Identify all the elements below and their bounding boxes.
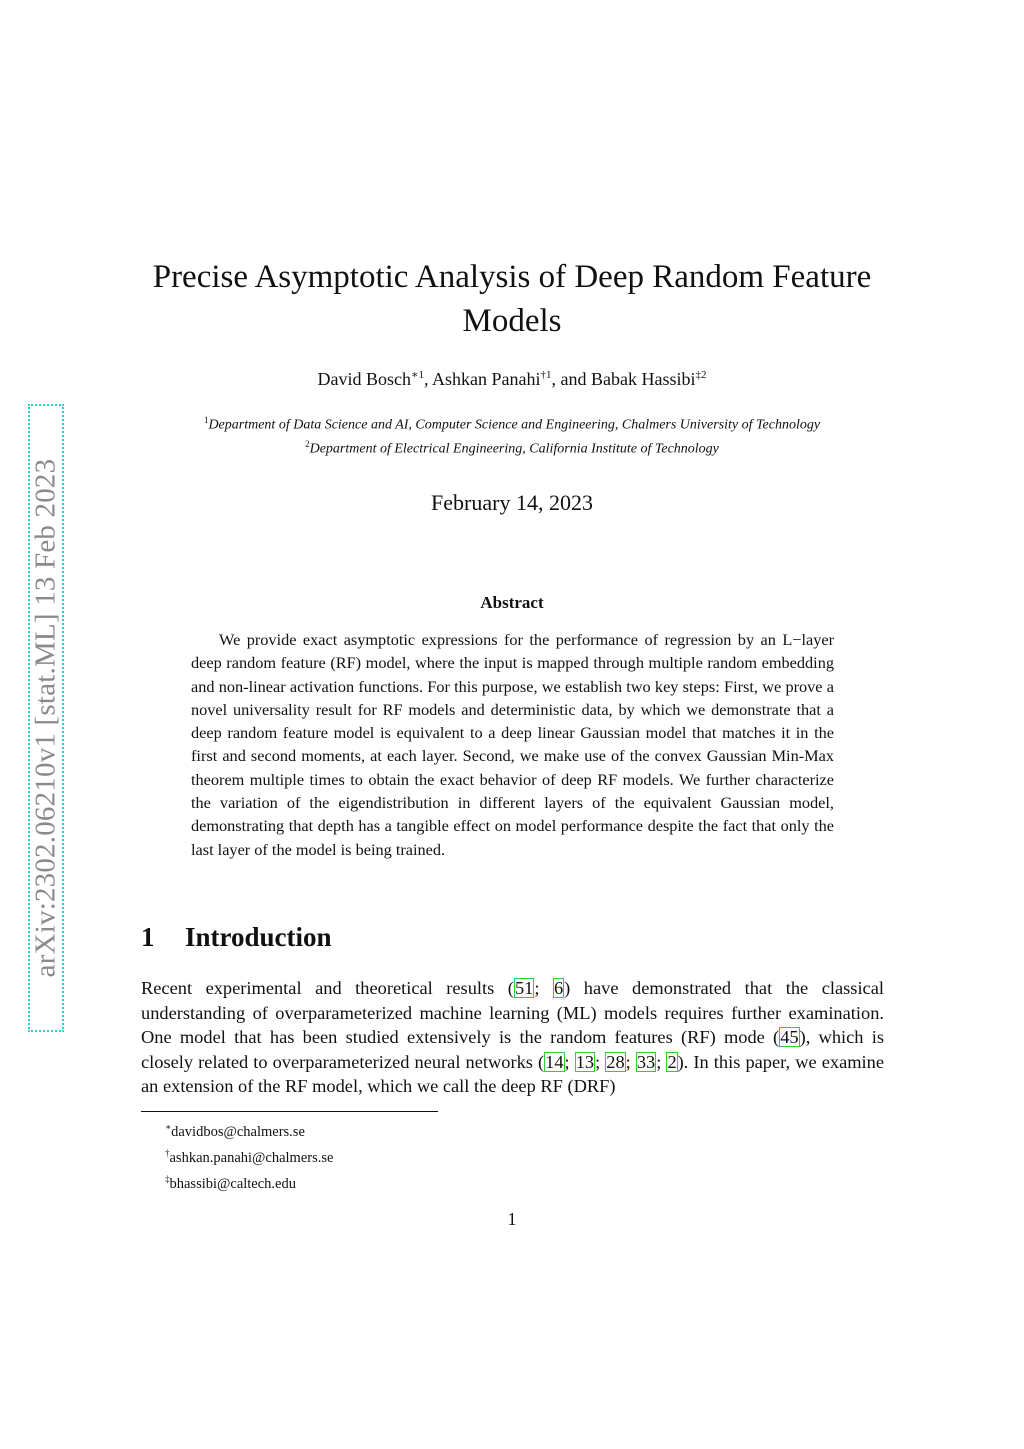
author-separator: , and — [551, 369, 591, 389]
footnote — [165, 1169, 333, 1195]
footnote-email: ashkan.panahi@chalmers.se — [169, 1149, 334, 1166]
footnotes — [165, 1117, 333, 1194]
section-title: Introduction — [185, 922, 332, 952]
citation-link[interactable]: 6 — [553, 978, 564, 998]
section-number: 1 — [141, 922, 155, 952]
citation-separator: ; — [564, 1051, 575, 1072]
page-number: 1 — [507, 1209, 517, 1229]
author-name: Babak Hassibi — [591, 369, 696, 389]
affiliation-text: Department of Data Science and AI, Computer Science and Engineering, Chalmers University of Technology — [208, 417, 821, 433]
citation-separator: ; — [534, 978, 553, 998]
intro-text: ), which is closely related to overparameterized neural networks ( — [141, 1027, 884, 1072]
author-name: Ashkan Panahi — [432, 369, 541, 389]
footnote-mark: ∗ — [165, 1122, 172, 1132]
intro-text: ) have demonstrated that the classical understanding of overparameterized machine learning (ML) models requires further examination. One model that has been studied extensively is the random features (RF) mode ( — [141, 978, 884, 1048]
citation-separator: ; — [656, 1051, 667, 1072]
footnote — [165, 1143, 333, 1169]
citation-link[interactable]: 45 — [780, 1027, 799, 1048]
affiliation-number: 1 — [203, 415, 209, 425]
citation-link[interactable]: 2 — [667, 1051, 677, 1072]
footnote — [165, 1117, 333, 1143]
citation-link[interactable]: 14 — [545, 1051, 564, 1072]
author-list — [150, 368, 874, 390]
author-name: David Bosch — [317, 369, 412, 389]
footnote-mark: † — [165, 1147, 170, 1158]
footnote-mark: ‡ — [165, 1173, 170, 1184]
arxiv-stamp-text: arXiv:2302.06210v1 [stat.ML] 13 Feb 2023 — [29, 458, 62, 978]
arxiv-stamp — [28, 404, 64, 1032]
affiliations — [100, 411, 924, 458]
intro-paragraph — [141, 976, 884, 1099]
author-mark: †1 — [540, 369, 552, 381]
affiliation-text: Department of Electrical Engineering, California Institute of Technology — [309, 441, 719, 457]
affiliation-line — [100, 435, 924, 459]
citation-link[interactable]: 33 — [636, 1051, 656, 1072]
citation-link[interactable]: 13 — [575, 1051, 595, 1072]
intro-text: Recent experimental and theoretical results ( — [141, 978, 514, 998]
abstract-body — [191, 628, 834, 861]
citation-separator: ; — [595, 1051, 606, 1072]
abstract-text: We provide exact asymptotic expressions for the performance of regression by an L−layer deep random feature (RF) model, where the input is mapped through multiple random embedding and non-linear activation functions. For this purpose, we establish two key steps: First, we prove a novel universality result for RF models and deterministic data, by which we demonstrate that a deep random feature model is equivalent to a deep linear Gaussian model that matches it in the first and second moments, at each layer. Second, we make use of the convex Gaussian Min-Max theorem multiple times to obtain the exact behavior of deep RF models. We further characterize the variation of the eigendistribution in different layers of the equivalent Gaussian model, demonstrating that depth has a tangible effect on model performance despite the fact that only the last layer of the model is being trained. — [191, 630, 834, 859]
affiliation-number: 2 — [305, 438, 310, 449]
footnote-email: bhassibi@caltech.edu — [169, 1175, 296, 1192]
publication-date: February 14, 2023 — [431, 490, 593, 515]
author-separator: , — [424, 369, 433, 389]
intro-text: ). In this paper, we examine an extension of the RF model, which we call the deep RF (DRF) — [141, 1051, 885, 1097]
abstract-heading: Abstract — [480, 593, 544, 612]
citation-link[interactable]: 28 — [606, 1051, 625, 1072]
citation-link[interactable]: 51 — [514, 978, 534, 998]
section-heading — [141, 922, 332, 953]
author-mark: ‡2 — [695, 369, 707, 381]
citation-separator: ; — [625, 1051, 636, 1072]
author-mark: ∗1 — [411, 369, 424, 381]
footnote-divider — [141, 1111, 438, 1112]
affiliation-line — [100, 411, 924, 435]
paper-title: Precise Asymptotic Analysis of Deep Random Feature Models — [152, 259, 872, 339]
footnote-email: davidbos@chalmers.se — [171, 1123, 305, 1140]
